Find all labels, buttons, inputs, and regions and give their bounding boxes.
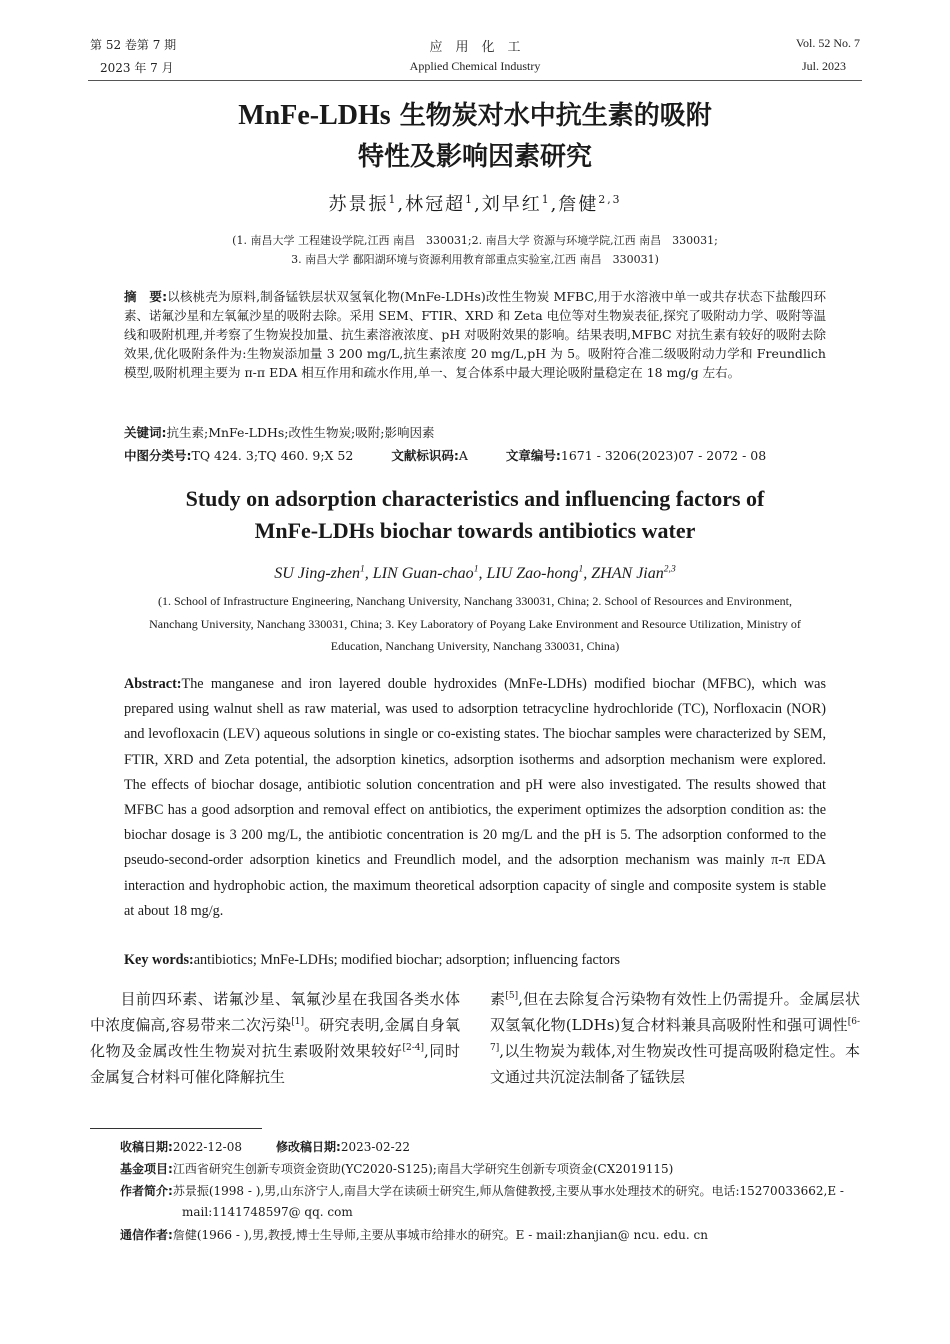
doc-code-label: 文献标识码:	[391, 448, 459, 463]
corresponding-text: 詹健(1966 - ),男,教授,博士生导师,主要从事城市给排水的研究。E - mail:zhanjian@ ncu. edu. cn	[172, 1228, 708, 1242]
author-cn: 苏景振	[328, 194, 389, 215]
body-column-left	[90, 986, 460, 1090]
affiliation-en: (1. School of Infrastructure Engineering, Nanchang University, Nanchang 330031, China; 2. School of Resources and Environment, Nanchang University, Nanchang 330031, China; 3. Key Laboratory of Poyang Lake Environment and Resource Utilization, Ministry of Education, Nanchang University, Nanchang 330031, China)	[149, 594, 801, 653]
footnote-dates	[120, 1137, 860, 1158]
doc-code-value: A	[458, 448, 468, 463]
author-en: LIN Guan-chao	[372, 565, 474, 582]
body-text: 。研究表明,金属自身氧化物及金属改性生物炭对抗生素吸附效果较好	[90, 1016, 460, 1060]
author-bio-text: 苏景振(1998 - ),男,山东济宁人,南昌大学在读硕士研究生,师从詹健教授,主要从事水处理技术的研究。电话:15270033662,E - mail:1141748597@ qq. com	[172, 1184, 844, 1219]
author-sup: 2,3	[598, 193, 622, 206]
author-cn: 林冠超	[405, 194, 466, 215]
abstract-cn-label: 摘 要:	[124, 289, 168, 304]
classification-line	[124, 446, 826, 465]
footnote-fund	[120, 1159, 860, 1180]
body-text: 目前四环素、诺氟沙星、氧氟沙星在我国各类水体中浓度偏高,容易带来二次污染	[90, 990, 460, 1034]
keywords-en	[124, 949, 826, 971]
publication-date: 2023 年 7 月	[100, 61, 174, 75]
abstract-en	[124, 672, 826, 924]
body-text: ,但在去除复合污染物有效性上仍需提升。金属层状双氢氧化物(LDHs)复合材料兼具高吸附性和强可调性	[490, 990, 860, 1034]
revised-date: 2023-02-22	[340, 1140, 410, 1154]
author-sup: 1	[541, 193, 551, 206]
authors-en: SU Jing-zhen$^1$, LIN Guan-chao$^1$, LIU Zao-hong$^1$, ZHAN Jian$^{2,3}$	[274, 563, 676, 582]
author-en: ZHAN Jian	[591, 565, 664, 582]
body-column-right	[490, 986, 860, 1090]
author-cn: 詹健	[558, 194, 599, 215]
keywords-cn-text: 抗生素;MnFe-LDHs;改性生物炭;吸附;影响因素	[166, 425, 435, 440]
volume-issue: 第 52 卷第 7 期	[90, 38, 177, 52]
citation: [1]	[291, 1017, 305, 1027]
volume-issue-en: Vol. 52 No. 7	[795, 36, 860, 50]
title-cn-line1-rest: 生物炭对水中抗生素的吸附	[390, 101, 712, 131]
abstract-en-text: The manganese and iron layered double hydroxides (MnFe-LDHs) modified biochar (MFBC), which was prepared using walnut shell as raw material, was used to adsorption tetracycline hydrochloride (TC), Norfloxacin (NOR) and levofloxacin (LEV) aqueous solutions in single or co-existing states. The biochar samples were characterized by SEM, FTIR, XRD and Zeta potential, the adsorption kinetics, adsorption isotherms and adsorption mechanism were explored. The effects of biochar dosage, antibiotic solution concentration and pH were also investigated. The results showed that MFBC has a good adsorption and removal effect on antibiotics, the experiment optimizes the adsorption condition as: the biochar dosage is 3 200 mg/L, the antibiotic concentration is 20 mg/L and the pH is 5. The adsorption conformed to the pseudo-second-order adsorption kinetics and Freundlich model, and the adsorption mechanism was mainly π-π EDA interaction and hydrophobic action, the maximum theoretical adsorption capacity of single and composite system is stable at about 18 mg/g.	[124, 676, 826, 919]
author-sup: 1	[578, 563, 584, 575]
citation: [6-7]	[490, 1017, 860, 1053]
author-sup: 1	[473, 563, 479, 575]
title-cn-latin: MnFe-LDHs	[238, 100, 391, 131]
author-en: LIU Zao-hong	[486, 565, 579, 582]
body-text: ,同时金属复合材料可催化降解抗生	[90, 1042, 460, 1086]
body-text: ,以生物炭为载体,对生物炭改性可提高吸附稳定性。本文通过共沉淀法制备了锰铁层	[490, 1042, 860, 1086]
author-sup: 1	[465, 193, 474, 206]
header-rule	[88, 80, 862, 81]
abstract-cn-text: 以核桃壳为原料,制备锰铁层状双氢氧化物(MnFe-LDHs)改性生物炭 MFBC,用于水溶液中单一或共存状态下盐酸四环素、诺氟沙星和左氧氟沙星的吸附去除。采用 SEM、FTIR、XRD 和 Zeta 电位等对生物炭表征,探究了吸附动力学、吸附等温线和吸附机理,并考察了生物炭投加量、抗生素溶液浓度、pH 对吸附效果的影响。结果表明,MFBC 对抗生素有较好的吸附去除效果,优化吸附条件为:生物炭添加量 3 200 mg/L,抗生素浓度 20 mg/L,pH 为 5。吸附符合准二级吸附动力学和 Freundlich 模型,吸附机理主要为 π-π EDA 相互作用和疏水作用,单一、复合体系中最大理论吸附量稳定在 18 mg/g 左右。	[124, 289, 826, 380]
keywords-en-label: Key words:	[124, 952, 194, 968]
keywords-cn-label: 关键词:	[124, 425, 167, 440]
received-label: 收稿日期:	[120, 1140, 173, 1154]
footnote-corresponding	[120, 1225, 860, 1246]
fund-text: 江西省研究生创新专项资金资助(YC2020-S125);南昌大学研究生创新专项资金(CX2019115)	[172, 1162, 674, 1176]
title-cn-line2: 特性及影响因素研究	[357, 142, 592, 172]
author-sup: 1	[360, 563, 365, 575]
footnote-author	[120, 1181, 922, 1223]
keywords-cn	[124, 423, 826, 442]
abstract-en-label: Abstract:	[124, 676, 182, 692]
author-cn: 刘早红	[481, 194, 542, 215]
citation: [2-4]	[402, 1043, 424, 1053]
affiliation-cn-line1: (1. 南昌大学 工程建设学院,江西 南昌 330031;2. 南昌大学 资源与环境学院,江西 南昌 330031;	[232, 234, 718, 247]
author-sup: 2,3	[663, 563, 676, 575]
author-sup: 1	[388, 193, 398, 206]
author-bio-label: 作者简介:	[120, 1184, 173, 1198]
title-en-line1: Study on adsorption characteristics and influencing factors of	[185, 486, 765, 511]
clc-label: 中图分类号:	[124, 448, 192, 463]
abstract-cn	[124, 287, 826, 382]
revised-label: 修改稿日期:	[276, 1140, 341, 1154]
fund-label: 基金项目:	[120, 1162, 173, 1176]
article-number-value: 1671 - 3206(2023)07 - 2072 - 08	[560, 448, 767, 463]
title-en-line2: MnFe-LDHs biochar towards antibiotics water	[254, 518, 696, 543]
citation: [5]	[505, 991, 519, 1001]
body-text: 素	[490, 990, 506, 1008]
keywords-en-text: antibiotics; MnFe-LDHs; modified biochar; adsorption; influencing factors	[193, 952, 621, 968]
authors-cn: 苏景振$^1$,林冠超$^1$,刘早红$^1$,詹健$^{2,3}$	[328, 193, 622, 215]
author-en: SU Jing-zhen	[274, 565, 360, 582]
footnote-rule	[90, 1128, 262, 1129]
title-cn-line1	[0, 96, 950, 136]
article-number-label: 文章编号:	[505, 448, 561, 463]
received-date: 2022-12-08	[172, 1140, 242, 1154]
journal-name-cn: 应 用 化 工	[429, 40, 521, 55]
corresponding-label: 通信作者:	[120, 1228, 173, 1242]
affiliation-cn-line2: 3. 南昌大学 鄱阳湖环境与资源利用教育部重点实验室,江西 南昌 330031)	[291, 253, 659, 266]
journal-name-en: Applied Chemical Industry	[409, 59, 541, 73]
clc-value: TQ 424. 3;TQ 460. 9;X 52	[191, 448, 354, 463]
publication-date-en: Jul. 2023	[801, 59, 846, 73]
